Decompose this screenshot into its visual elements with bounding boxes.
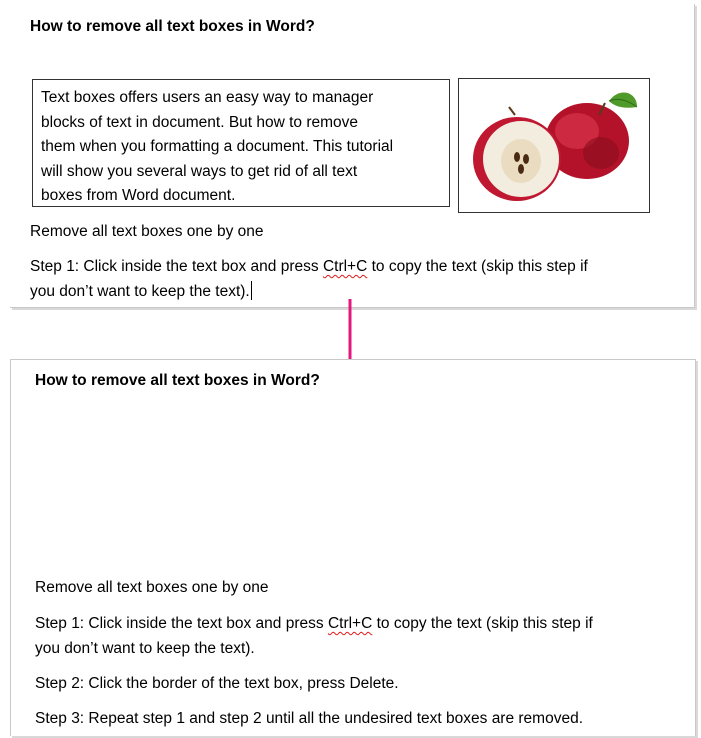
- document-page-after[interactable]: [10, 359, 696, 736]
- step1-line1: Step 1: Click inside the text box and press Ctrl+C to copy the text (skip this step if: [35, 615, 593, 632]
- step1-line2: you don’t want to keep the text).: [30, 283, 250, 300]
- step3: Step 3: Repeat step 1 and step 2 until all the undesired text boxes are removed.: [35, 710, 584, 727]
- text-box[interactable]: [32, 79, 450, 207]
- subheading: Remove all text boxes one by one: [35, 579, 269, 596]
- spell-check-underline: Ctrl+C: [322, 258, 368, 275]
- step2: Step 2: Click the border of the text box, press Delete.: [35, 675, 399, 692]
- text-box-line: will show you several ways to get rid of all text: [41, 162, 358, 180]
- subheading: Remove all text boxes one by one: [30, 223, 264, 240]
- text-box-line: boxes from Word document.: [41, 187, 236, 204]
- document-page-before[interactable]: [10, 4, 695, 308]
- step1-line2: you don’t want to keep the text).: [35, 640, 255, 657]
- spell-check-underline: Ctrl+C: [327, 615, 373, 632]
- apple-image[interactable]: [458, 78, 650, 213]
- text-box-line: blocks of text in document. But how to remove: [41, 113, 359, 131]
- text-box-line: them when you formatting a document. This tutorial: [41, 138, 394, 155]
- document-title: How to remove all text boxes in Word?: [35, 372, 320, 389]
- apple-image-icon: [459, 79, 649, 212]
- text-cursor: [251, 281, 252, 300]
- text-box-line: Text boxes offers users an easy way to manager: [41, 89, 374, 106]
- document-title: How to remove all text boxes in Word?: [30, 18, 315, 35]
- step1-line1: Step 1: Click inside the text box and press Ctrl+C to copy the text (skip this step if: [30, 258, 588, 275]
